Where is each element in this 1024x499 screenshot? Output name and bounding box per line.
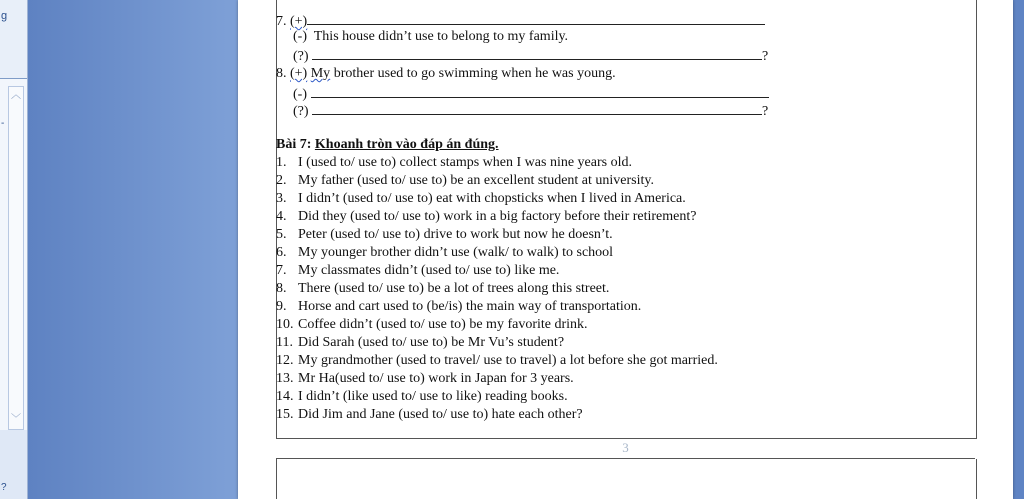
exercise-item-text: I (used to/ use to) collect stamps when I was nine years old. xyxy=(298,155,632,170)
exercise-item-number: 10. xyxy=(276,317,294,332)
exercise-item[interactable] xyxy=(276,209,696,225)
nav-bullet: - xyxy=(1,118,5,129)
q7-negative-line[interactable]: (-) This house didn’t use to belong to my family. xyxy=(293,29,569,44)
navigation-pane-footer xyxy=(0,430,27,499)
nav-letter: g xyxy=(1,10,8,22)
exercise-item-number: 11. xyxy=(276,335,293,350)
exercise-item[interactable] xyxy=(276,227,613,243)
exercise-item-number: 14. xyxy=(276,389,294,404)
q7-question-line[interactable]: (?) ? xyxy=(293,46,768,65)
exercise-item[interactable] xyxy=(276,335,564,351)
exercise-item-text: Mr Ha(used to/ use to) work in Japan for 3 years. xyxy=(298,371,574,386)
exercise-item-number: 9. xyxy=(276,299,287,314)
exercise-item-number: 6. xyxy=(276,245,287,260)
exercise-item-number: 12. xyxy=(276,353,294,368)
exercise-item-number: 8. xyxy=(276,281,287,296)
exercise-item[interactable] xyxy=(276,245,613,261)
exercise-item-text: Did Jim and Jane (used to/ use to) hate each other? xyxy=(298,407,583,422)
exercise-item[interactable] xyxy=(276,173,654,189)
q8-negative-line[interactable]: (-) xyxy=(293,84,769,103)
navigation-scrollbar[interactable] xyxy=(8,86,24,430)
page-break xyxy=(276,439,975,459)
exercise-item[interactable] xyxy=(276,299,641,315)
exercise-item-number: 7. xyxy=(276,263,287,278)
exercise-item[interactable] xyxy=(276,263,559,279)
exercise-item-text: My father (used to/ use to) be an excellent student at university. xyxy=(298,173,654,188)
page-number: 3 xyxy=(622,440,629,455)
exercise-item-number: 1. xyxy=(276,155,287,170)
exercise-item-text: Coffee didn’t (used to/ use to) be my favorite drink. xyxy=(298,317,588,332)
document-page[interactable] xyxy=(238,0,1013,499)
nav-bottom-mark: ? xyxy=(1,482,7,493)
exercise-item-number: 2. xyxy=(276,173,287,188)
exercise-item-text: Peter (used to/ use to) drive to work but now he doesn’t. xyxy=(298,227,613,242)
exercise-item[interactable] xyxy=(276,371,574,387)
next-page-border xyxy=(276,459,977,499)
scroll-up-icon[interactable]: ︿ xyxy=(11,90,21,101)
exercise-item-text: I didn’t (like used to/ use to like) reading books. xyxy=(298,389,568,404)
exercise-item-number: 3. xyxy=(276,191,287,206)
exercise-item[interactable] xyxy=(276,281,609,297)
exercise-item-text: My younger brother didn’t use (walk/ to walk) to school xyxy=(298,245,614,260)
section7-title: Bài 7: Khoanh tròn vào đáp án đúng. xyxy=(276,137,499,152)
exercise-item-text: Did they (used to/ use to) work in a big factory before their retirement? xyxy=(298,209,697,224)
exercise-item-text: Horse and cart used to (be/is) the main way of transportation. xyxy=(298,299,642,314)
q7-positive-blank[interactable] xyxy=(307,11,765,25)
scroll-down-icon[interactable]: ﹀ xyxy=(11,414,21,425)
q8-negative-blank[interactable] xyxy=(311,84,769,98)
exercise-item-text: My grandmother (used to travel/ use to travel) a lot before she got married. xyxy=(298,353,718,368)
exercise-item[interactable] xyxy=(276,353,718,369)
exercise-item-text: There (used to/ use to) be a lot of trees along this street. xyxy=(298,281,610,296)
q7-positive-line[interactable]: 7. (+) xyxy=(276,11,765,30)
exercise-item[interactable] xyxy=(276,407,583,423)
exercise-item-number: 4. xyxy=(276,209,287,224)
exercise-item-text: I didn’t (used to/ use to) eat with chopsticks when I lived in America. xyxy=(298,191,686,206)
q8-positive-line[interactable]: 8. (+) My brother used to go swimming when he was young. xyxy=(276,66,616,81)
q8-question-line[interactable]: (?) ? xyxy=(293,101,768,120)
exercise-item[interactable] xyxy=(276,389,568,405)
q8-question-blank[interactable] xyxy=(312,101,762,115)
exercise-item-text: My classmates didn’t (used to/ use to) like me. xyxy=(298,263,560,278)
exercise-item-number: 5. xyxy=(276,227,287,242)
exercise-item[interactable] xyxy=(276,191,686,207)
q7-question-blank[interactable] xyxy=(312,46,762,60)
exercise-item[interactable] xyxy=(276,317,588,333)
navigation-pane-header[interactable] xyxy=(0,0,27,79)
exercise-item-text: Did Sarah (used to/ use to) be Mr Vu’s student? xyxy=(298,335,565,350)
exercise-item[interactable] xyxy=(276,155,632,171)
document-workspace xyxy=(28,0,1024,499)
exercise-item-number: 15. xyxy=(276,407,294,422)
navigation-pane xyxy=(0,0,28,499)
exercise-item-number: 13. xyxy=(276,371,294,386)
